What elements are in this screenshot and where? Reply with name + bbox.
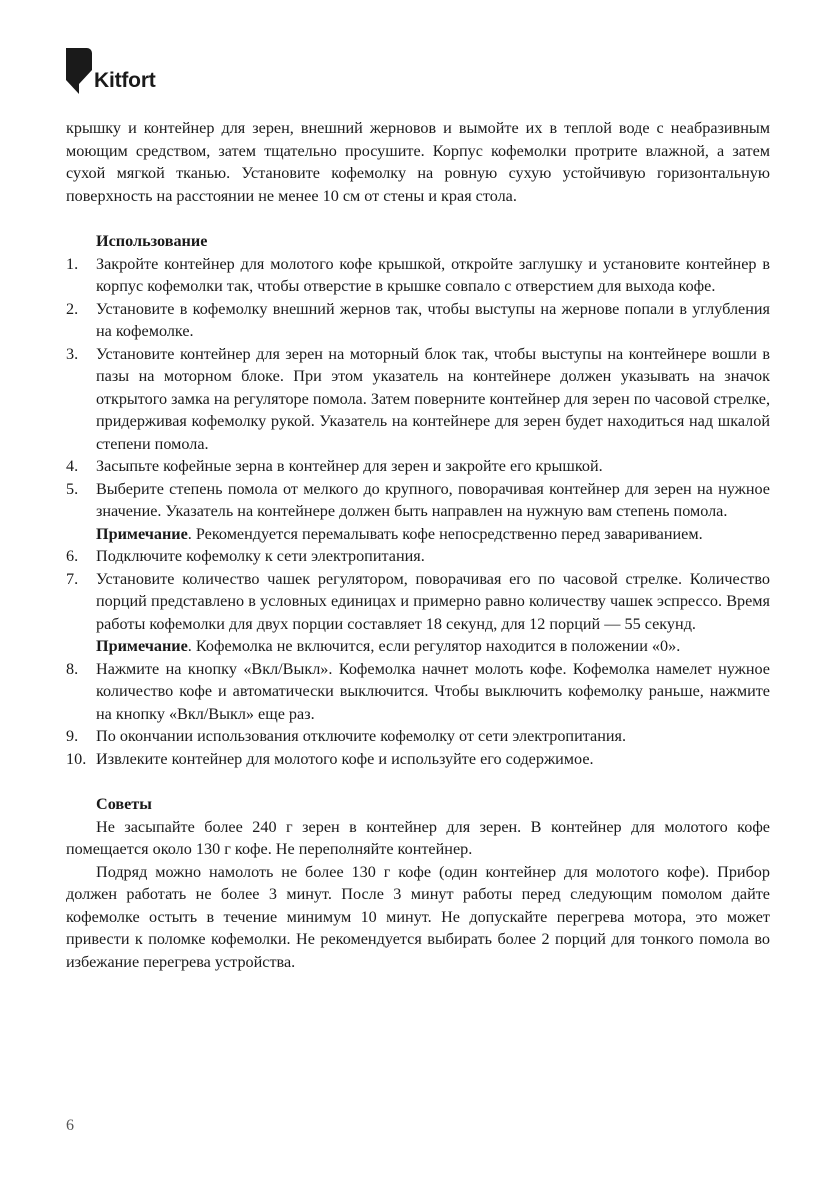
usage-steps-final <box>66 658 770 771</box>
note-label: Примечание <box>96 524 188 543</box>
step-item: 8. Нажмите на кнопку «Вкл/Выкл». Кофемолка начнет молоть кофе. Кофемолка намелет нужное количество кофе и автоматически выключится. Чтобы выключить кофемолку раньше, нажмите на кнопку «Вкл/Выкл» еще раз. <box>66 659 770 723</box>
brand-name: Kitfort <box>94 69 156 92</box>
tips-heading: Советы <box>96 795 152 813</box>
kitfort-logo <box>66 48 156 94</box>
note-label: Примечание <box>96 637 188 655</box>
tips-paragraph: Подряд можно намолоть не более 130 г кофе (один контейнер для молотого кофе). Прибор должен работать не более 3 минут. После 3 минут работы перед следующим помолом дайте кофемолке остыть в течение минимум 10 минут. Не допускайте перегрева мотора, это может привести к поломке кофемолки. Не рекомендуется выбирать более 2 порций для тонкого помола во избежание перегрева устройства. <box>66 862 770 971</box>
step-item: 5. Выберите степень помола от мелкого до крупного, поворачивая контейнер для зерен на нужное значение. Указатель на контейнере должен быть направлен на нужную вам степень помола. <box>66 479 770 520</box>
note-paragraph <box>66 635 770 658</box>
note-paragraph <box>66 523 770 546</box>
note-text: . Кофемолка не включится, если регулятор находится в положении «0». <box>187 637 681 655</box>
usage-steps-continued <box>66 545 770 635</box>
step-item: 1. Закройте контейнер для молотого кофе крышкой, откройте заглушку и установите контейнер в корпус кофемолки так, чтобы отверстие в крышке совпало с отверстием для выхода кофе. <box>66 254 770 295</box>
kitfort-logo-icon <box>66 48 92 94</box>
step-item: 4. Засыпьте кофейные зерна в контейнер для зерен и закройте его крышкой. <box>66 457 603 475</box>
step-item: 7. Установите количество чашек регулятором, поворачивая его по часовой стрелке. Количество порций представлено в условных единицах и примерно равно количеству чашек эспрессо. Время работы кофемолки для двух порции составляет 18 секунд, для 12 порций — 55 секунд. <box>66 569 770 633</box>
step-item: 6. Подключите кофемолку к сети электропитания. <box>66 547 425 565</box>
step-item: 2. Установите в кофемолку внешний жернов так, чтобы выступы на жернове попали в углубления на кофемолке. <box>66 299 770 340</box>
step-item: 10. Извлеките контейнер для молотого кофе и используйте его содержимое. <box>66 749 594 768</box>
intro-paragraph: крышку и контейнер для зерен, внешний жерновов и вымойте их в теплой воде с неабразивным моющим средством, затем тщательно просушите. Корпус кофемолки протрите влажной, а затем сухой мягкой тканью. Установите кофемолку на ровную сухую устойчивую горизонтальную поверхность на расстоянии не менее 10 см от стены и края стола. <box>66 119 770 205</box>
page-number: 6 <box>66 1117 74 1134</box>
usage-steps <box>66 253 770 523</box>
step-item: 3. Установите контейнер для зерен на моторный блок так, чтобы выступы на контейнере вошли в пазы на моторном блоке. При этом указатель на контейнере должен указывать на значок открытого замка на регуляторе помола. Затем поверните контейнер для зерен по часовой стрелке, придерживая кофемолку рукой. Указатель на контейнере для зерен будет находиться над шкалой степени помола. <box>66 344 770 453</box>
usage-heading: Использование <box>96 232 208 250</box>
note-text: . Рекомендуется перемалывать кофе непосредственно перед завариванием. <box>187 524 703 543</box>
page-content <box>66 117 770 973</box>
tips-paragraph: Не засыпайте более 240 г зерен в контейнер для зерен. В контейнер для молотого кофе помещается около 130 г кофе. Не переполняйте контейнер. <box>66 817 770 858</box>
step-item: 9. По окончании использования отключите кофемолку от сети электропитания. <box>66 727 627 745</box>
